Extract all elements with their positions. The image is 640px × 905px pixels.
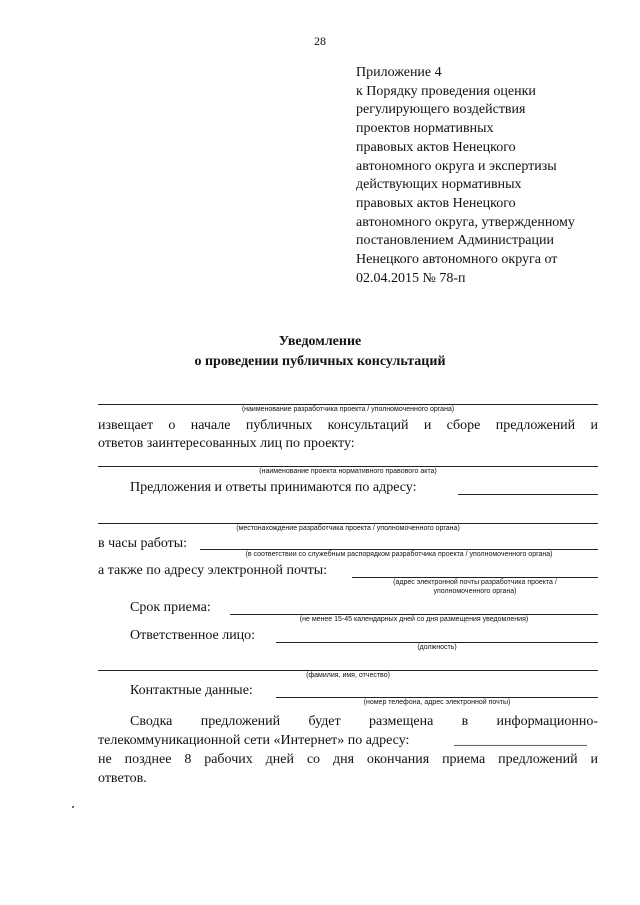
summary-fill-blank: ___________________ [454, 733, 587, 748]
summary-text-line: Сводка предложений будет размещена в информационно- [130, 714, 598, 729]
document-subtitle: о проведении публичных консультаций [194, 354, 446, 369]
hours-fill-line [200, 549, 598, 550]
appendix-line: правовых актов Ненецкого [356, 195, 516, 211]
contacts-label: Контактные данные: [130, 683, 253, 698]
caption-location: (местонахождение разработчика проекта / уполномоченного органа) [236, 525, 460, 532]
appendix-line: действующих нормативных [356, 177, 522, 193]
address-label: Предложения и ответы принимаются по адресу: [130, 480, 417, 495]
caption-name: (фамилия, имя, отчество) [306, 672, 390, 679]
position-fill-line [276, 642, 598, 643]
appendix-line: правовых актов Ненецкого [356, 139, 516, 155]
responsible-label: Ответственное лицо: [130, 628, 256, 643]
document-title: Уведомление [278, 334, 362, 349]
project-fill-line [98, 466, 598, 467]
appendix-line: постановлением Администрации [356, 233, 554, 249]
summary-text-line: не позднее 8 рабочих дней со дня окончания приема предложений и [98, 752, 598, 767]
appendix-line: 02.04.2015 № 78-п [356, 270, 466, 286]
address-fill-line [458, 494, 598, 495]
deadline-label: Срок приема: [130, 600, 211, 615]
appendix-line: к Порядку проведения оценки [356, 83, 536, 99]
appendix-line: автономного округа, утвержденному [356, 214, 575, 230]
caption-email: уполномоченного органа) [433, 588, 517, 595]
email-fill-line [352, 577, 598, 578]
developer-fill-line [98, 404, 598, 405]
page-number: 28 [314, 34, 326, 48]
appendix-line: Ненецкого автономного округа от [356, 252, 558, 268]
scan-speck [72, 806, 74, 808]
appendix-line: автономного округа и экспертизы [356, 158, 557, 174]
appendix-line: регулирующего воздействия [356, 102, 526, 118]
caption-contacts: (номер телефона, адрес электронной почты) [363, 699, 511, 706]
announce-text-line: извещает о начале публичных консультаций и сборе предложений и [98, 418, 598, 433]
announce-text-line: ответов заинтересованных лиц по проекту: [98, 436, 355, 451]
deadline-fill-line [230, 614, 598, 615]
caption-act: (наименование проекта нормативного правового акта) [259, 468, 437, 475]
email-label: а также по адресу электронной почты: [98, 563, 328, 578]
hours-label: в часы работы: [98, 536, 188, 551]
caption-hours: (в соответствии со служебным распорядком разработчика проекта / уполномоченного органа) [245, 551, 553, 558]
contacts-fill-line [276, 697, 598, 698]
caption-developer: (наименование разработчика проекта / уполномоченного органа) [241, 406, 455, 413]
appendix-line: проектов нормативных [356, 121, 494, 137]
summary-text-line: телекоммуникационной сети «Интернет» по адресу: [98, 733, 410, 748]
summary-text-line: ответов. [98, 771, 147, 786]
caption-email: (адрес электронной почты разработчика проекта / [393, 579, 557, 586]
appendix-line: Приложение 4 [356, 65, 442, 80]
caption-position: (должность) [417, 644, 457, 651]
caption-deadline: (не менее 15-45 календарных дней со дня размещения уведомления) [299, 616, 529, 623]
location-fill-line [98, 523, 598, 524]
appendix-block [356, 64, 616, 288]
name-fill-line [98, 670, 598, 671]
